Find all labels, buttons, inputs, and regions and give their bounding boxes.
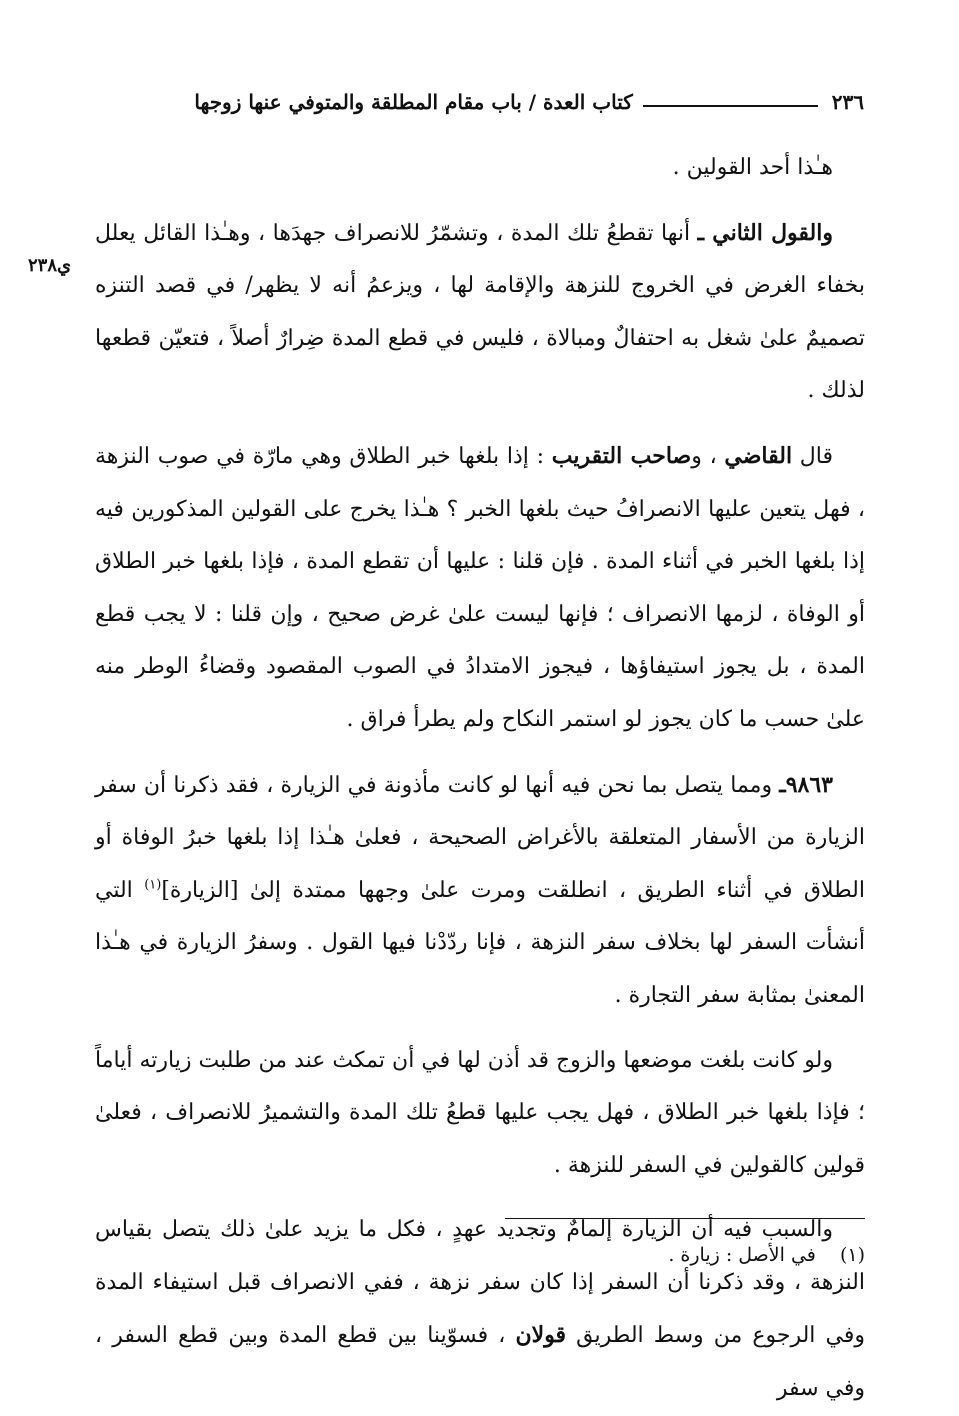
- bold-term-qadi: القاضي: [724, 442, 793, 469]
- bold-term-qawlan: قولان: [515, 1322, 567, 1349]
- paragraph-text-start: قال: [792, 443, 834, 469]
- running-title: كتاب العدة / باب مقام المطلقة والمتوفي عنها زوجها: [194, 90, 633, 114]
- footnote-number: (١): [839, 1244, 865, 1266]
- paragraph-text: أنها تقطعُ تلك المدة ، وتشمّرُ للانصراف جهدَها ، وهـٰذا القائل يعلل بخفاء الغرض في الخروج للنزهة والإقامة لها ، ويزعمُ أنه لا يظهر/ في قصد التنزه تصميمٌ علىٰ شغل به احتفالٌ ومبالاة ، فليس في قطع المدة ضِرارٌ أصلاً ، فتعيّن قطعها لذلك .: [95, 220, 865, 404]
- paragraph-text-end: ، فسوّينا بين قطع المدة وبين قطع السفر ، وفي سفر: [95, 1323, 865, 1402]
- paragraph-6: [95, 1204, 865, 1415]
- paragraph-lead: والقول الثاني ـ: [697, 219, 833, 246]
- paragraph-text-start: والسبب فيه أن الزيارة إلمامٌ وتجديد عهدٍ ، فكل ما يزيد علىٰ ذلك يتصل بقياس النزهة ، وقد ذكرنا أن السفر إذا كان سفر نزهة ، ففي الانصراف قبل استيفاء المدة وفي الرجوع من وسط الطريق: [95, 1217, 865, 1349]
- paragraph-2: [95, 207, 865, 418]
- section-number: ٩٨٦٣ـ: [779, 771, 833, 798]
- paragraph-text-end: : إذا بلغها خبر الطلاق وهي مارّة في صوب النزهة ، فهل يتعين عليها الانصرافُ حيث بلغها الخبر ؟ هـٰذا يخرج على القولين المذكورين فيه إذا بلغها الخبر في أثناء المدة . فإن قلنا : عليها أن تقطع المدة ، فإذا بلغها خبر الطلاق أو الوفاة ، لزمها الانصراف ؛ فإنها ليست علىٰ غرض صحيح ، وإن قلنا : لا يجب قطع المدة ، بل يجوز استيفاؤها ، فيجوز الامتدادُ في الصوب المقصود وقضاءُ الوطر منه علىٰ حسب ما كان يجوز لو استمر النكاح ولم يطرأ فراق .: [95, 443, 865, 732]
- margin-reference: ي٢٣٨: [28, 255, 72, 276]
- footnote-text: في الأصل : زيارة .: [668, 1244, 816, 1266]
- paragraph-1: [95, 142, 865, 195]
- paragraph-text: هـٰذا أحد القولين .: [672, 155, 833, 180]
- footnote-separator: [505, 1218, 865, 1219]
- page-number: ٢٣٦: [831, 90, 864, 114]
- paragraph-4: [95, 759, 865, 1023]
- paragraph-text-end: التي أنشأت السفر لها بخلاف سفر النزهة ، فإنا ردّدْنا فيها القول . وسفرُ الزيارة في هـٰذا المعنىٰ بمثابة سفر التجارة .: [95, 877, 865, 1008]
- paragraph-text-start: ومما يتصل بما نحن فيه أنها لو كانت مأذونة في الزيارة ، فقد ذكرنا أن سفر الزيارة من الأسفار المتعلقة بالأغراض الصحيحة ، فعلىٰ هـٰذا إذا بلغها خبرُ الوفاة أو الطلاق في أثناء الطريق ، انطلقت ومرت علىٰ وجهها ممتدة إلىٰ [الزيارة]: [95, 772, 865, 903]
- paragraph-text: ولو كانت بلغت موضعها والزوج قد أذن لها في أن تمكث عند من طلبت زيارته أياماً ؛ فإذا بلغها خبر الطلاق ، فهل يجب عليها قطعُ تلك المدة والتشميرُ للانصراف ، فعلىٰ قولين كالقولين في السفر للنزهة .: [95, 1047, 865, 1178]
- footnote: [95, 1244, 865, 1266]
- paragraph-3: [95, 430, 865, 747]
- header-rule: [643, 105, 818, 107]
- footnote-ref: (١): [144, 877, 162, 893]
- main-text: [95, 142, 865, 1416]
- paragraph-text-mid: ، و: [691, 443, 725, 469]
- paragraph-5: [95, 1035, 865, 1193]
- bold-term-taqrib: صاحب التقريب: [551, 442, 692, 469]
- running-header: [96, 84, 864, 120]
